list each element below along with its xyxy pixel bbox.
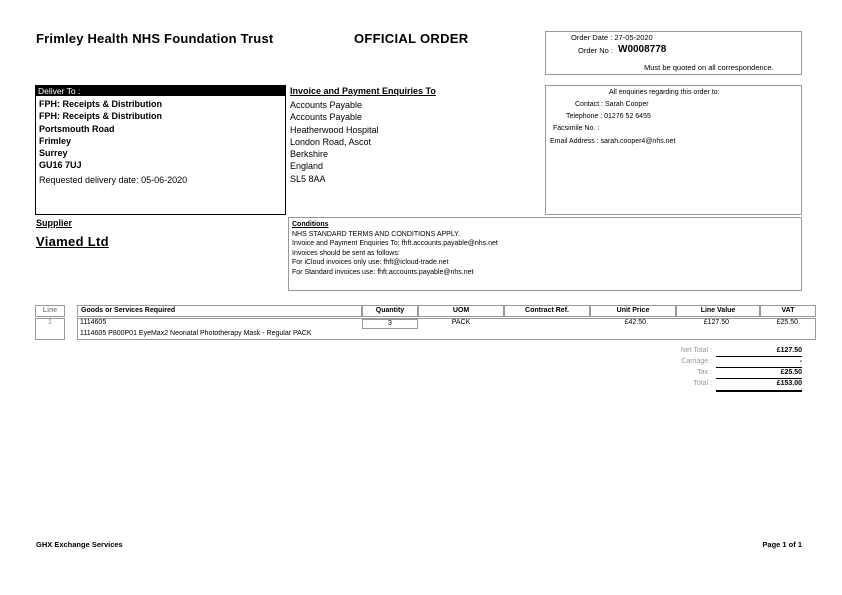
footer-page-number: Page 1 of 1 — [762, 540, 802, 549]
row-quantity: 3 — [388, 320, 392, 327]
totals-rule — [716, 378, 802, 379]
supplier-name: Viamed Ltd — [36, 234, 109, 249]
net-total-label: Net Total : — [680, 347, 712, 354]
address-line: London Road, Ascot — [290, 136, 372, 147]
address-line: Heatherwood Hospital — [290, 124, 379, 135]
conditions-box — [288, 217, 802, 291]
col-header-contract-ref: Contract Ref. — [504, 305, 590, 317]
conditions-line: NHS STANDARD TERMS AND CONDITIONS APPLY. — [292, 230, 460, 238]
net-total-value: £127.50 — [776, 347, 802, 354]
supplier-label: Supplier — [36, 218, 73, 228]
requested-delivery-date: Requested delivery date: 05-06-2020 — [39, 175, 188, 185]
col-header-uom: UOM — [418, 305, 504, 317]
address-line: England — [290, 161, 324, 172]
address-line: Surrey — [39, 148, 68, 159]
deliver-to-box — [35, 85, 286, 215]
address-line: FPH: Receipts & Distribution — [39, 99, 163, 109]
document-title: OFFICIAL ORDER — [354, 31, 469, 46]
invoice-heading: Invoice and Payment Enquiries To — [290, 86, 436, 96]
col-header-unit-price: Unit Price — [590, 305, 676, 317]
carriage-value: - — [799, 358, 802, 365]
tax-value: £25.50 — [780, 369, 802, 376]
footer-service: GHX Exchange Services — [36, 540, 123, 549]
totals-rule — [716, 356, 802, 357]
address-line: FPH: Receipts & Distribution — [39, 111, 163, 122]
tax-label: Tax : — [697, 369, 712, 376]
col-header-goods: Goods or Services Required — [77, 305, 362, 317]
address-line: Frimley — [39, 135, 72, 146]
total-value: £153.00 — [776, 380, 802, 387]
conditions-line: Invoices should be sent as follows: — [292, 249, 400, 257]
row-description: 1114605 P800P01 EyeMax2 Neonatal Phototherapy Mask - Regular PACK — [80, 330, 312, 337]
address-line: Portsmouth Road — [39, 123, 115, 134]
address-line: Accounts Payable — [290, 100, 363, 110]
col-header-quantity: Quantity — [362, 305, 418, 317]
order-number-label: Order No : — [578, 46, 614, 55]
row-unit-price: £42.50 — [624, 319, 646, 326]
contact-box — [545, 85, 802, 215]
row-code: 1114605 — [80, 319, 107, 326]
totals-rule — [716, 390, 802, 392]
order-info-box — [545, 31, 802, 75]
address-line: GU16 7UJ — [39, 160, 82, 171]
conditions-line: Invoice and Payment Enquiries To: fhft.accounts.payable@nhs.net — [292, 240, 498, 248]
quote-note: Must be quoted on all correspondence. — [644, 63, 774, 72]
conditions-line: For Standard invoices use: fhft.accounts.payable@nhs.net — [292, 268, 474, 276]
conditions-text — [292, 220, 498, 278]
conditions-line: For iCloud invoices only use: fhft@icloud-trade.net — [292, 259, 449, 267]
invoice-address — [290, 99, 379, 185]
conditions-heading: Conditions — [292, 221, 329, 228]
invoice-box — [288, 85, 546, 215]
col-header-line-value: Line Value — [676, 305, 760, 317]
row-line-number: 1 — [48, 319, 52, 326]
contact-telephone: Telephone : 01276 52 6455 — [566, 113, 651, 120]
col-header-vat: VAT — [760, 305, 816, 317]
total-label: Total : — [693, 380, 712, 387]
contact-name: Contact : Sarah Cooper — [575, 101, 649, 108]
order-date: Order Date : 27-05-2020 — [571, 33, 653, 42]
contact-email: Email Address : sarah.cooper4@nhs.net — [550, 138, 676, 145]
organisation-name: Frimley Health NHS Foundation Trust — [36, 31, 274, 46]
deliver-to-heading: Deliver To : — [36, 86, 285, 96]
deliver-to-address — [39, 98, 162, 172]
row-line-value: £127.50 — [703, 319, 729, 326]
enquiries-note: All enquiries regarding this order to: — [609, 89, 720, 96]
col-header-line: Line — [35, 305, 65, 317]
carriage-label: Carriage : — [681, 358, 712, 365]
totals-rule — [716, 367, 802, 368]
address-line: Accounts Payable — [290, 112, 363, 123]
order-number: W0008778 — [618, 44, 667, 55]
address-line: Berkshire — [290, 149, 329, 160]
row-vat: £25.50 — [776, 319, 798, 326]
address-line: SL5 8AA — [290, 173, 326, 184]
contact-facsimile: Facsimile No. : — [553, 125, 600, 132]
row-uom: PACK — [451, 319, 471, 326]
